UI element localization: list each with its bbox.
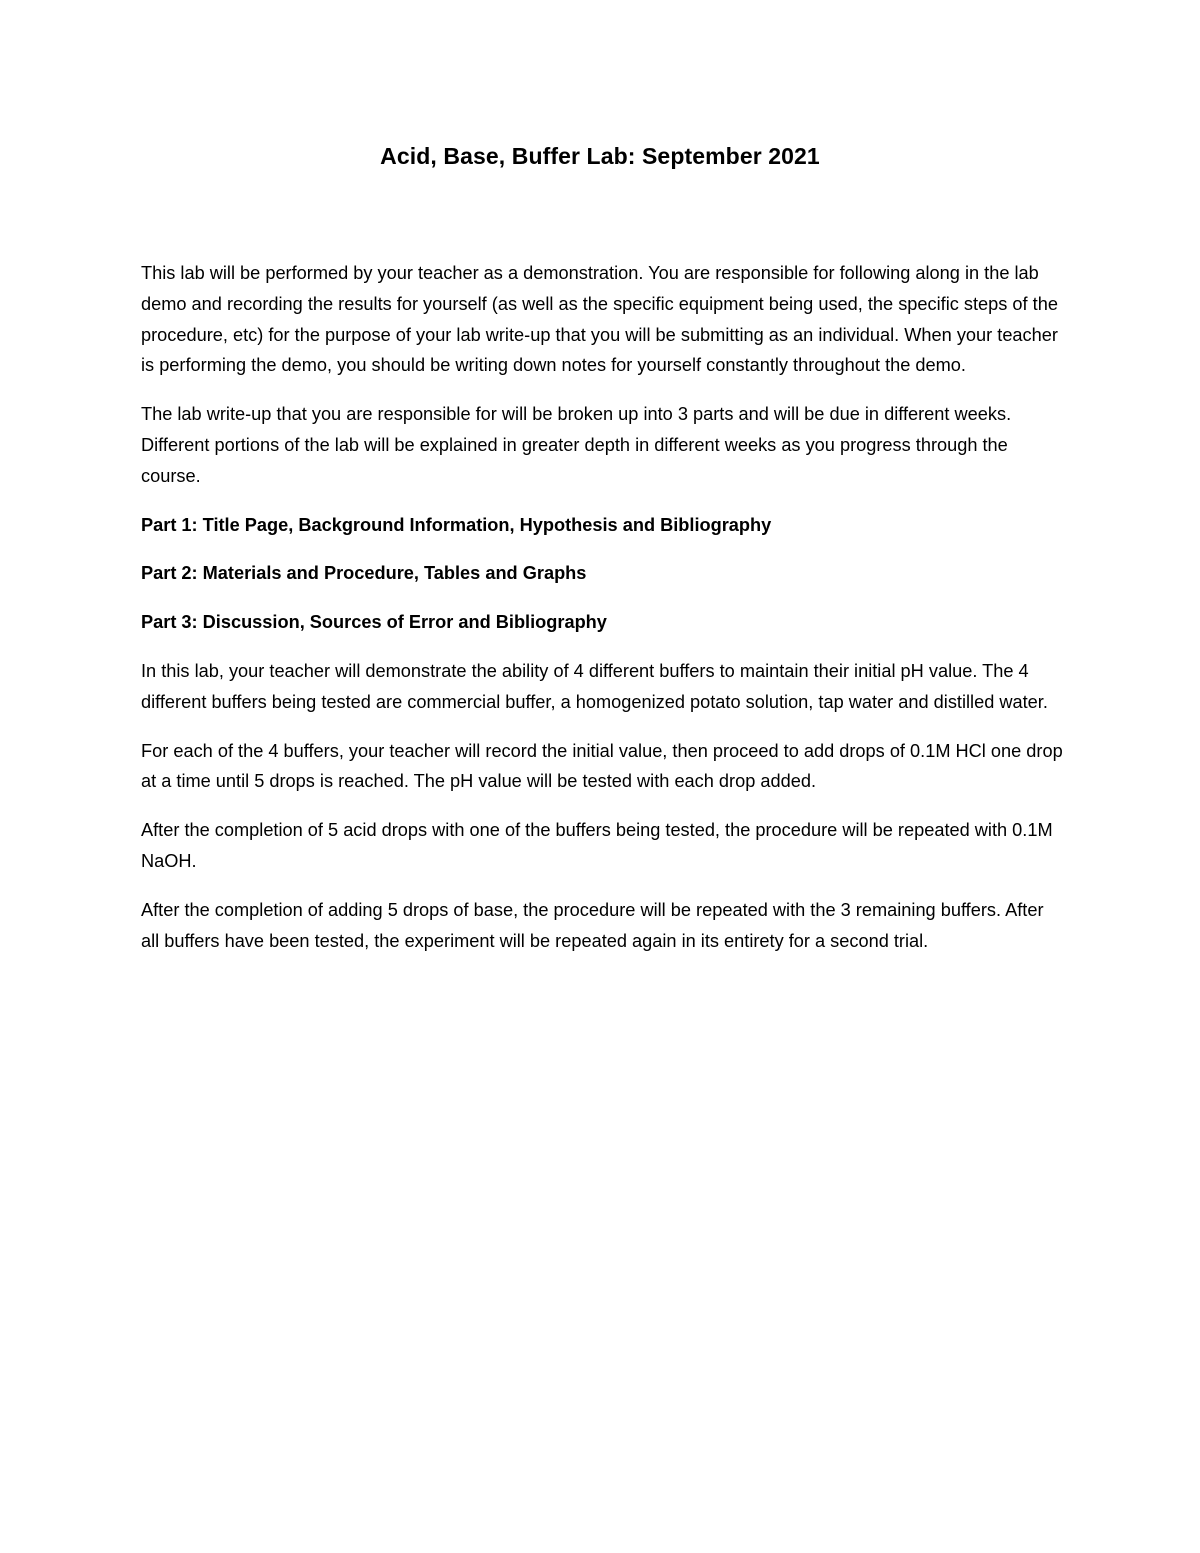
writeup-paragraph: The lab write-up that you are responsible for will be broken up into 3 parts and will be due in different weeks. Different portions of the lab will be explained in greater depth in different weeks as you progress through the course.	[141, 404, 1012, 486]
part-3-heading: Part 3: Discussion, Sources of Error and Bibliography	[141, 612, 607, 633]
part-2-heading: Part 2: Materials and Procedure, Tables and Graphs	[141, 563, 587, 584]
base-procedure-paragraph: After the completion of 5 acid drops with one of the buffers being tested, the procedure will be repeated with 0.1M NaOH.	[141, 820, 1053, 871]
intro-paragraph: This lab will be performed by your teacher as a demonstration. You are responsible for following along in the lab demo and recording the results for yourself (as well as the specific equipment being used, the specific steps of the procedure, etc) for the purpose of your lab write-up that you will be submitting as an individual. When your teacher is performing the demo, you should be writing down notes for yourself constantly throughout the demo.	[141, 263, 1058, 376]
buffers-paragraph: In this lab, your teacher will demonstrate the ability of 4 different buffers to maintain their initial pH value. The 4 different buffers being tested are commercial buffer, a homogenized potato solution, tap water and distilled water.	[141, 660, 1048, 712]
document-title: Acid, Base, Buffer Lab: September 2021	[380, 143, 820, 169]
repeat-procedure-paragraph: After the completion of adding 5 drops of base, the procedure will be repeated with the 3 remaining buffers. After all buffers have been tested, the experiment will be repeated again in its entirety for a second trial.	[141, 899, 1044, 951]
acid-procedure-paragraph: For each of the 4 buffers, your teacher will record the initial value, then proceed to add drops of 0.1M HCl one drop at a time until 5 drops is reached. The pH value will be tested with each drop added.	[141, 740, 1063, 792]
document-body	[141, 258, 1066, 974]
part-1-heading: Part 1: Title Page, Background Information, Hypothesis and Bibliography	[141, 514, 772, 535]
